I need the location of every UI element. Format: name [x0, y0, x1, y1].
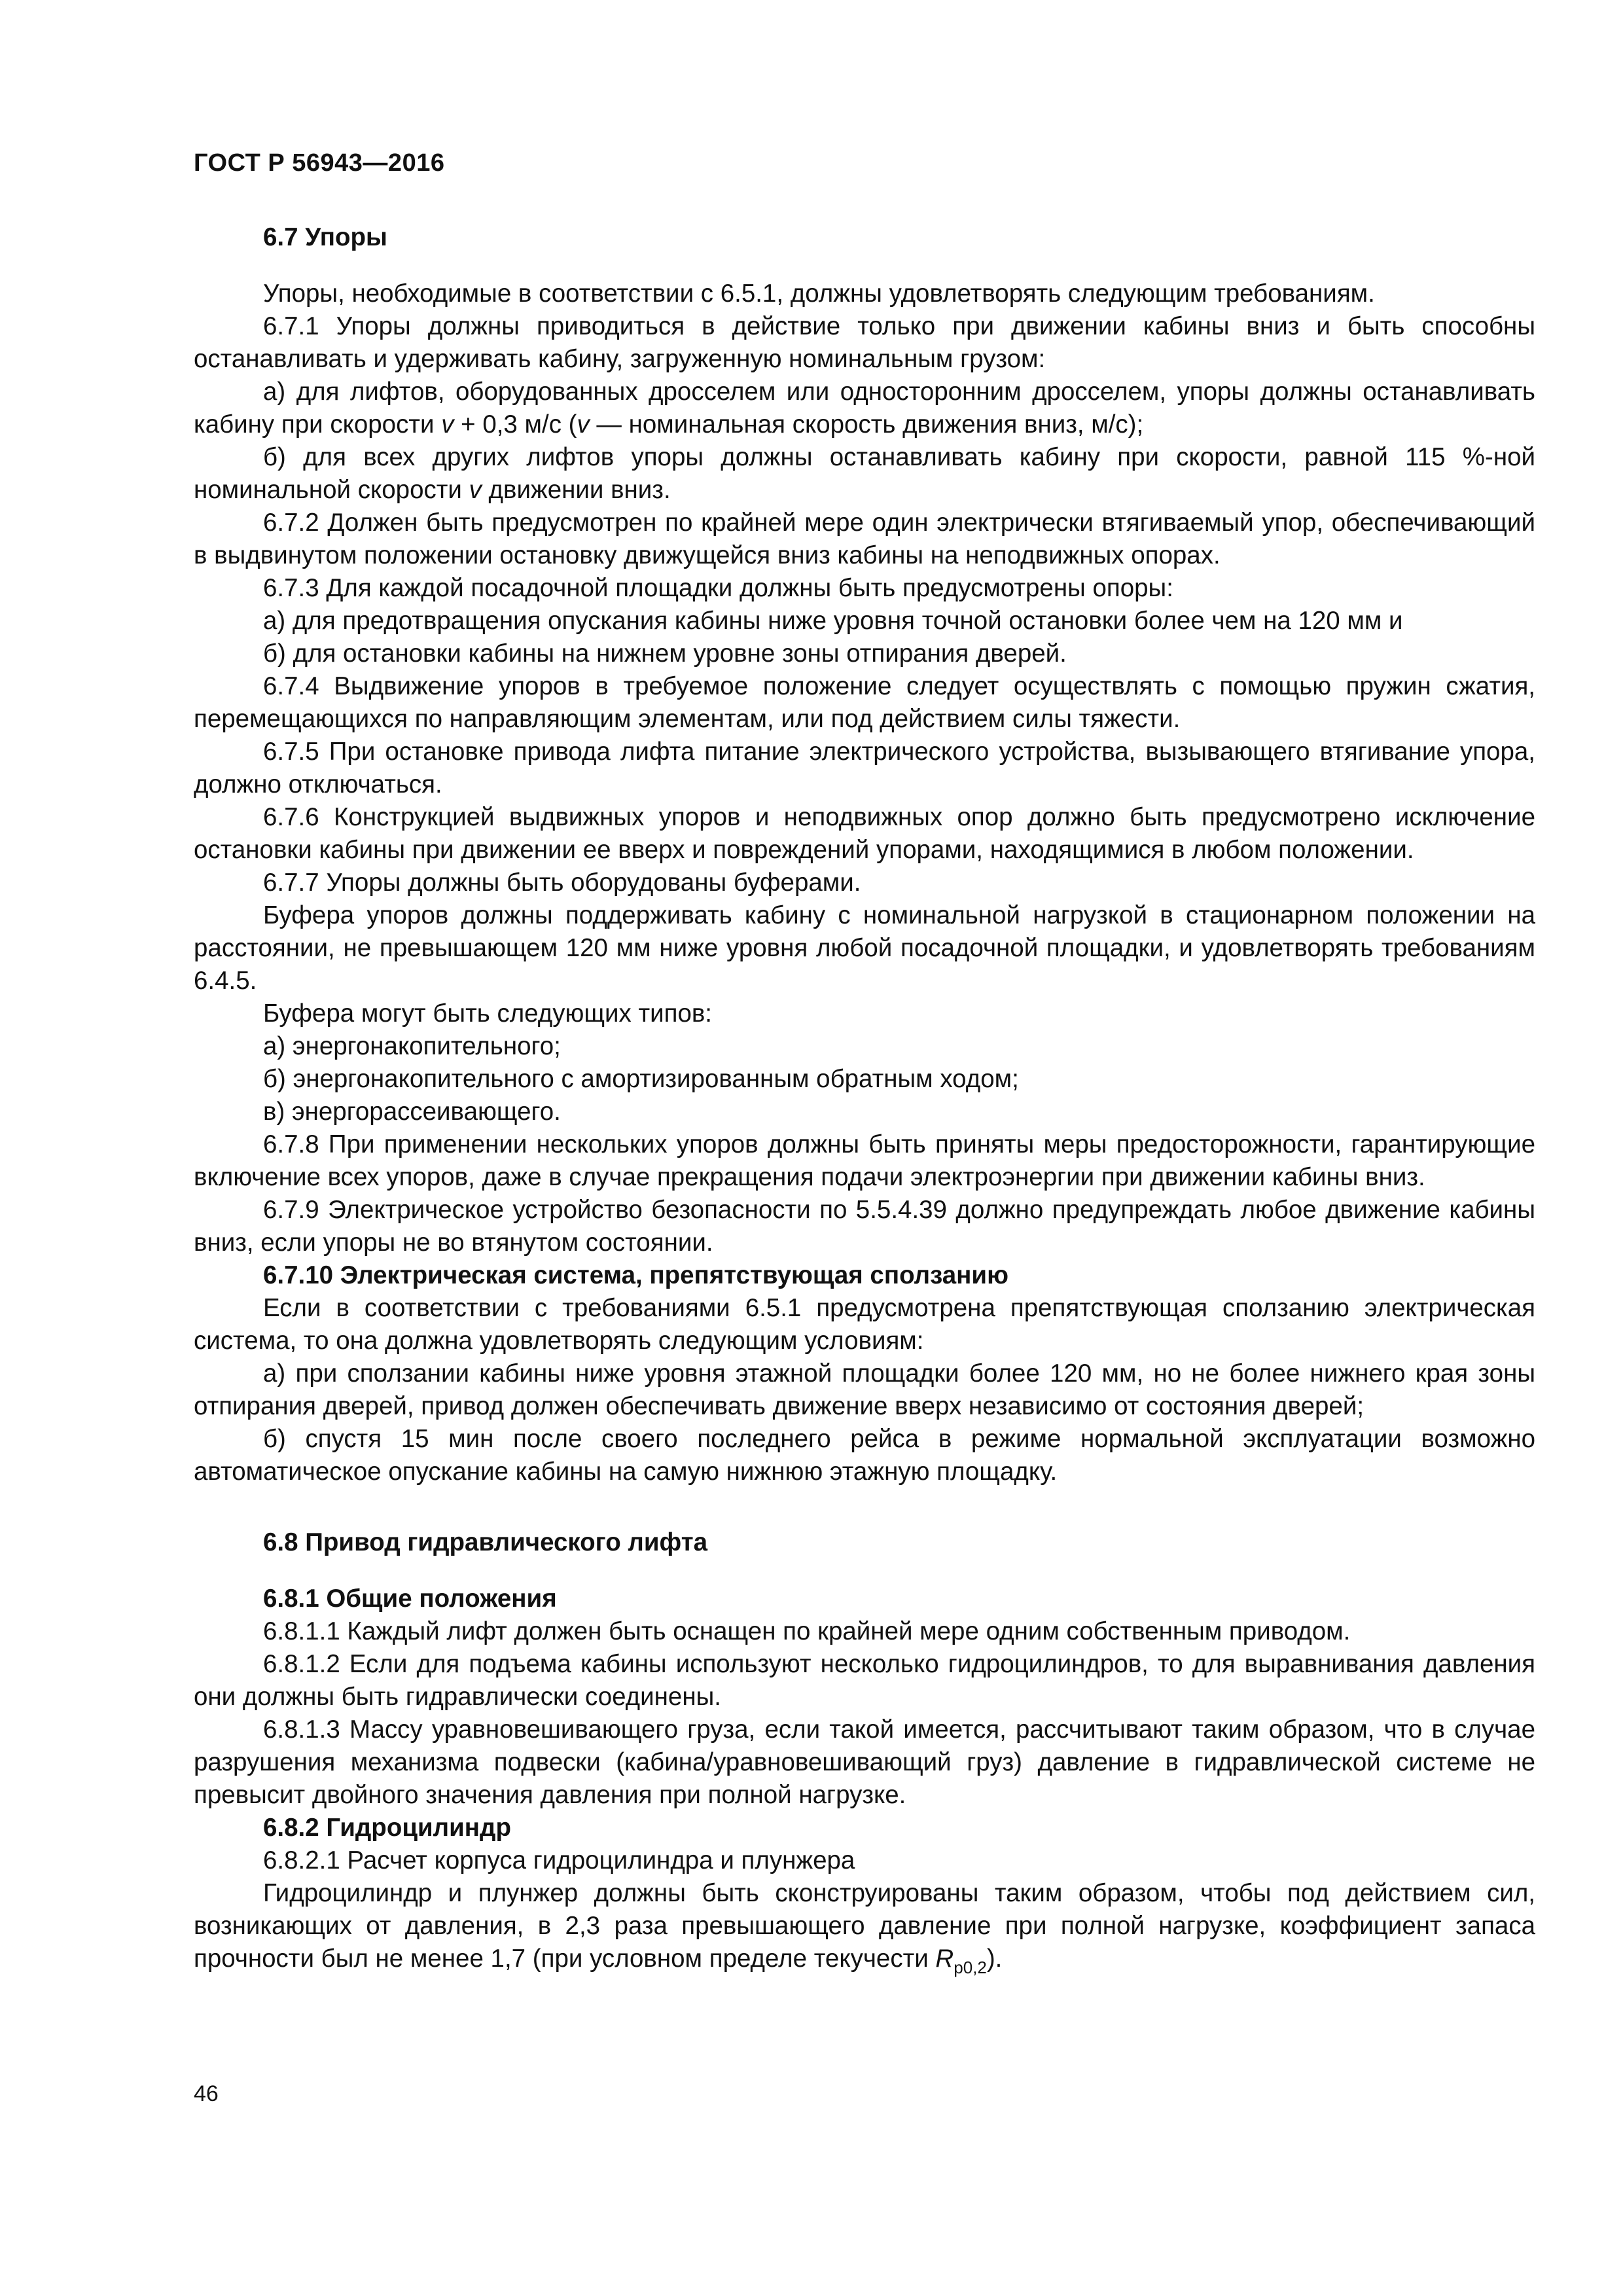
paragraph: 6.7.8 При применении нескольких упоров должны быть приняты меры предосторожности, гарантирующие включение всех упоров, даже в случае прекращения подачи электроэнергии при движении кабины вниз.	[194, 1130, 1535, 1191]
page-number: 46	[194, 2081, 219, 2106]
paragraph: в) энергорассеивающего.	[263, 1098, 561, 1126]
paragraph: 6.8.2.1 Расчет корпуса гидроцилиндра и плунжера	[263, 1846, 855, 1874]
paragraph: б) спустя 15 мин после своего последнего рейса в режиме нормальной эксплуатации возможно автоматическое опускание кабины на самую нижнюю этажную площадку.	[194, 1425, 1535, 1486]
subscript-p02: p0,2	[954, 1958, 987, 1977]
document-header: ГОСТ Р 56943—2016	[194, 149, 445, 177]
subsection-heading-6-8-2: 6.8.2 Гидроцилиндр	[263, 1814, 512, 1842]
paragraph: Если в соответствии с требованиями 6.5.1 предусмотрена препятствующая сползанию электрическая система, то она должна удовлетворять следующим условиям:	[194, 1294, 1535, 1355]
paragraph: б) энергонакопительного с амортизированным обратным ходом;	[263, 1065, 1019, 1093]
paragraph: 6.7.6 Конструкцией выдвижных упоров и неподвижных опор должно быть предусмотрено исключение остановки кабины при движении ее вверх и повреждений упорами, находящимися в любом положении.	[194, 803, 1535, 864]
paragraph: а) для лифтов, оборудованных дросселем или односторонним дросселем, упоры должны останавливать кабину при скорости v + 0,3 м/с (v — номинальная скорость движения вниз, м/с);	[194, 378, 1535, 439]
paragraph: 6.7.9 Электрическое устройство безопасности по 5.5.4.39 должно предупреждать любое движение кабины вниз, если упоры не во втянутом состоянии.	[194, 1196, 1535, 1257]
paragraph-formula	[194, 1877, 1535, 1975]
section-heading-6-7: 6.7 Упоры	[263, 223, 387, 251]
paragraph-tail: ).	[986, 1945, 1003, 1973]
subsection-heading-6-7-10: 6.7.10 Электрическая система, препятствующая сползанию	[263, 1261, 1008, 1289]
paragraph: 6.8.1.2 Если для подъема кабины используют несколько гидроцилиндров, то для выравнивания давления они должны быть гидравлически соединены.	[194, 1650, 1535, 1711]
paragraph: а) энергонакопительного;	[263, 1032, 561, 1060]
paragraph: б) для остановки кабины на нижнем уровне зоны отпирания дверей.	[263, 639, 1067, 668]
paragraph: 6.8.1.1 Каждый лифт должен быть оснащен по крайней мере одним собственным приводом.	[263, 1617, 1351, 1645]
paragraph: 6.7.1 Упоры должны приводиться в действие только при движении кабины вниз и быть способны останавливать и удерживать кабину, загруженную номинальным грузом:	[194, 312, 1535, 373]
paragraph: 6.7.7 Упоры должны быть оборудованы буферами.	[263, 869, 861, 897]
document-body	[194, 221, 1535, 1975]
paragraph: Буфера упоров должны поддерживать кабину с номинальной нагрузкой в стационарном положении на расстоянии, не превышающем 120 мм ниже уровня любой посадочной площадки, и удовлетворять требованиям 6.4.5.	[194, 901, 1535, 995]
paragraph: б) для всех других лифтов упоры должны останавливать кабину при скорости, равной 115 %-ной номинальной скорости v движении вниз.	[194, 443, 1535, 504]
paragraph-text: Гидроцилиндр и плунжер должны быть сконструированы таким образом, чтобы под действием сил, возникающих от давления, в 2,3 раза превышающего давление при полной нагрузке, коэффициент запаса прочности был не менее 1,7 (при условном пределе текучести R	[194, 1879, 1535, 1973]
paragraph: 6.8.1.3 Массу уравновешивающего груза, если такой имеется, рассчитывают таким образом, что в случае разрушения механизма подвески (кабина/уравновешивающий груз) давление в гидравлической системе не превысит двойного значения давления при полной нагрузке.	[194, 1715, 1535, 1809]
section-heading-6-8: 6.8 Привод гидравлического лифта	[263, 1528, 707, 1556]
paragraph: 6.7.4 Выдвижение упоров в требуемое положение следует осуществлять с помощью пружин сжатия, перемещающихся по направляющим элементам, или под действием силы тяжести.	[194, 672, 1535, 733]
paragraph: 6.7.3 Для каждой посадочной площадки должны быть предусмотрены опоры:	[263, 574, 1173, 602]
paragraph: Буфера могут быть следующих типов:	[263, 999, 713, 1028]
subsection-heading-6-8-1: 6.8.1 Общие положения	[263, 1585, 557, 1613]
paragraph: а) для предотвращения опускания кабины ниже уровня точной остановки более чем на 120 мм и	[263, 607, 1403, 635]
paragraph: Упоры, необходимые в соответствии с 6.5.1, должны удовлетворять следующим требованиям.	[263, 279, 1375, 308]
paragraph: 6.7.5 При остановке привода лифта питание электрического устройства, вызывающего втягивание упора, должно отключаться.	[194, 738, 1535, 798]
paragraph: а) при сползании кабины ниже уровня этажной площадки более 120 мм, но не более нижнего края зоны отпирания дверей, привод должен обеспечивать движение вверх независимо от состояния дверей;	[194, 1359, 1535, 1420]
paragraph: 6.7.2 Должен быть предусмотрен по крайней мере один электрически втягиваемый упор, обеспечивающий в выдвинутом положении остановку движущейся вниз кабины на неподвижных опорах.	[194, 509, 1535, 569]
